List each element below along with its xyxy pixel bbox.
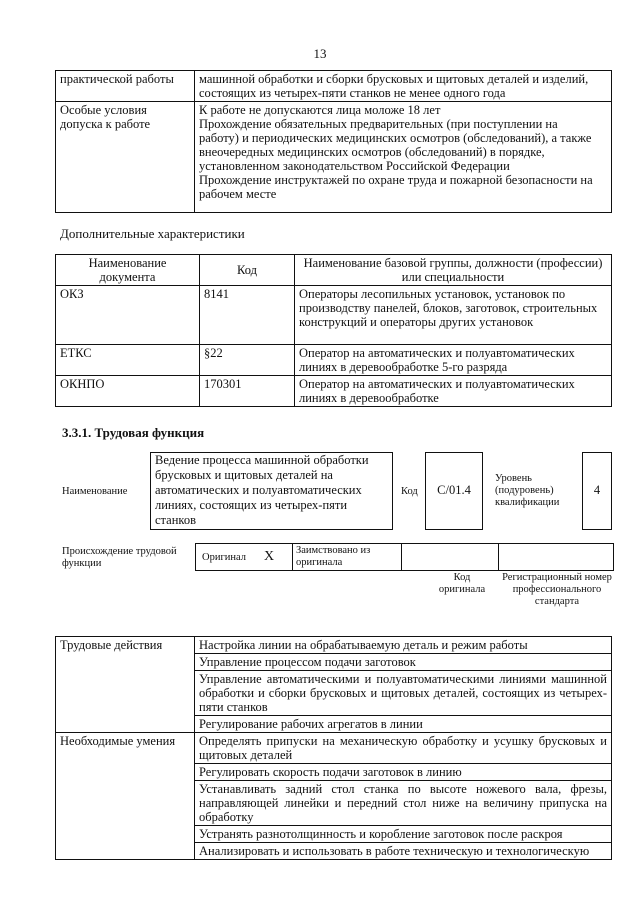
table-row [56, 102, 612, 213]
borrowed-label: Заимствовано из оригинала [296, 545, 371, 568]
cell-code: 8141 [200, 286, 295, 345]
function-heading: 3.3.1. Трудовая функция [62, 425, 205, 440]
skill-item: Определять припуски на механическую обработку и усушку брусковых и щитовых деталей [195, 733, 612, 764]
cell-name: Оператор на автоматических и полуавтоматических линиях в деревообработке [295, 376, 612, 407]
column-header: Наименование документа [56, 255, 200, 286]
divider [498, 544, 499, 570]
text-line: К работе не допускаются лица моложе 18 лет [199, 103, 441, 117]
origin-boxes [195, 543, 614, 571]
row-value [195, 71, 612, 102]
name-label: Наименование [62, 486, 128, 497]
actions-skills-table [55, 636, 612, 860]
skill-item: Устанавливать задний стол станка по высоте ножевого вала, фрезы, направляющей линейки и передний стол ниже на величину припуска на обработку [195, 781, 612, 826]
top-requirements-table [55, 70, 612, 213]
table-row [56, 345, 612, 376]
function-name-box [150, 452, 393, 530]
text-line: состоящих из четырех-пяти станков не менее одного года [199, 86, 506, 100]
origin-label: Происхождение трудовой функции [62, 546, 177, 569]
text-line: установленном законодательством Российской Федерации [199, 159, 510, 173]
table-row [56, 637, 612, 654]
skill-item: Анализировать и использовать в работе техническую и технологическую [195, 843, 612, 860]
code-label: Код [401, 486, 418, 497]
level-value: 4 [593, 483, 601, 497]
row-value [195, 102, 612, 213]
skill-item: Регулировать скорость подачи заготовок в линию [195, 764, 612, 781]
text-line: Прохождение обязательных предварительных (при поступлении на [199, 117, 558, 131]
text-line: Прохождение инструктажей по охране труда и пожарной безопасности на [199, 173, 593, 187]
action-item: Регулирование рабочих агрегатов в линии [195, 716, 612, 733]
code-original-label: Код оригинала [438, 572, 486, 595]
row-label: Трудовые действия [56, 637, 195, 733]
page-number: 13 [313, 46, 327, 61]
text-line: рабочем месте [199, 187, 277, 201]
cell-name: Операторы лесопильных установок, установок по производству панелей, блоков, заготовок, строительных конструкций и операторы других установок [295, 286, 612, 345]
column-header: Наименование базовой группы, должности (профессии) или специальности [295, 255, 612, 286]
level-box [582, 452, 612, 530]
cell-name: Оператор на автоматических и полуавтоматических линиях в деревообработке 5-го разряда [295, 345, 612, 376]
level-label: Уровень (подуровень) квалификации [495, 473, 560, 508]
action-item: Управление автоматическими и полуавтоматическими линиями машинной обработки и сборки брусковых и щитовых деталей, состоящих из четырех-пяти станков [195, 671, 612, 716]
text-line: внеочередных медицинских осмотров (обследований) в порядке, [199, 145, 545, 159]
row-label: Необходимые умения [56, 733, 195, 860]
table-header-row [56, 255, 612, 286]
divider [292, 544, 293, 570]
divider [401, 544, 402, 570]
text-line: работу) и периодических медицинских осмотров (обследований), а также [199, 131, 592, 145]
cell-doc: ОКЗ [56, 286, 200, 345]
original-mark: X [264, 549, 275, 564]
row-label: практической работы [56, 71, 195, 102]
skill-item: Устранять разнотолщинность и коробление заготовок после раскроя [195, 826, 612, 843]
row-label: Особые условия допуска к работе [56, 102, 195, 213]
column-header: Код [200, 255, 295, 286]
cell-doc: ОКНПО [56, 376, 200, 407]
section-title: Дополнительные характеристики [60, 226, 245, 241]
original-label: Оригинал [202, 552, 246, 563]
text-line: машинной обработки и сборки брусковых и щитовых деталей и изделий, [199, 72, 589, 86]
cell-doc: ЕТКС [56, 345, 200, 376]
code-box [425, 452, 483, 530]
cell-code: 170301 [200, 376, 295, 407]
table-row [56, 376, 612, 407]
table-row [56, 286, 612, 345]
table-row [56, 733, 612, 764]
reg-number-label: Регистрационный номер профессионального стандарта [502, 572, 612, 607]
function-name-value: Ведение процесса машинной обработки брусковых и щитовых деталей на автоматических и полуавтоматических линиях, состоящих из четырех-пяти станков [155, 453, 369, 527]
action-item: Настройка линии на обрабатываемую деталь и режим работы [195, 637, 612, 654]
cell-code: §22 [200, 345, 295, 376]
additional-characteristics-table [55, 254, 612, 407]
action-item: Управление процессом подачи заготовок [195, 654, 612, 671]
code-value: С/01.4 [437, 483, 471, 497]
table-row [56, 71, 612, 102]
